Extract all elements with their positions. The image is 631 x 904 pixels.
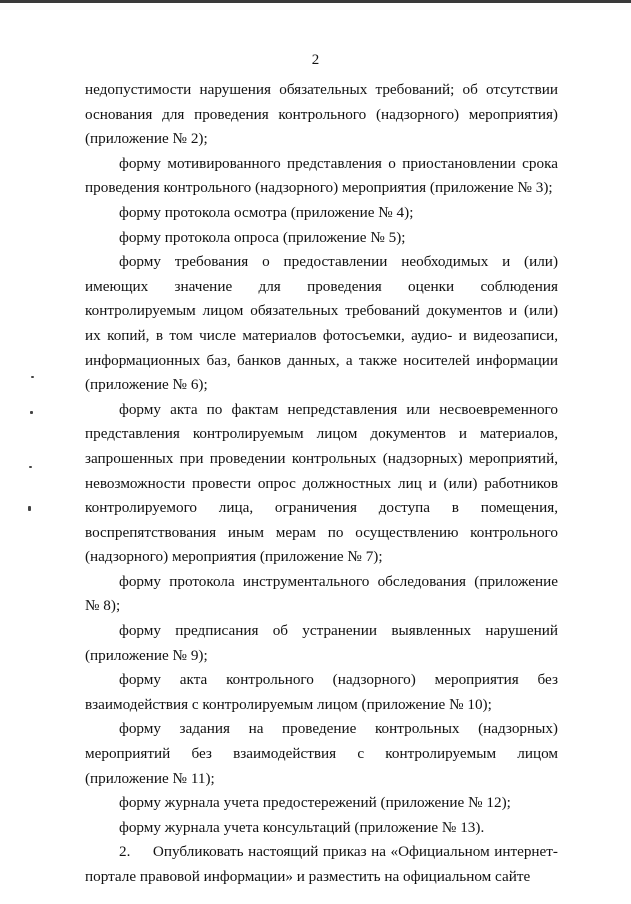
scan-speck — [31, 376, 34, 378]
paragraph-form-item: форму протокола осмотра (приложение № 4); — [119, 203, 414, 221]
paragraph-form-item: форму протокола инструментального обследования (приложение № 8); — [85, 572, 558, 615]
paragraph-form-item: форму предписания об устранении выявленных нарушений (приложение № 9); — [85, 622, 558, 664]
paragraph-numbered-item: 2. Опубликовать настоящий приказ на «Официальном интернет-портале правовой информации» и разместить на официальном сайте — [85, 843, 558, 885]
scan-top-edge — [0, 0, 631, 3]
paragraph-form-item: форму акта по фактам непредставления или несвоевременного представления контролируемым лицом документов и материалов, запрошенных при проведении контрольных (надзорных) мероприятий, невозможности провести опрос должностных лиц и (или) работников контролируемого лица, ограничения доступа в помещения, воспрепятствования иным мерам по осуществлению контрольного (надзорного) мероприятия (приложение № 7); — [85, 400, 558, 566]
scan-speck — [30, 411, 33, 414]
paragraph-form-item: форму журнала учета предостережений (приложение № 12); — [119, 794, 511, 812]
paragraph-form-item: форму задания на проведение контрольных (надзорных) мероприятий без взаимодействия с контролируемым лицом (приложение № 11); — [85, 720, 558, 787]
scan-speck — [29, 466, 32, 468]
paragraph-form-item: форму мотивированного представления о приостановлении срока проведения контрольного (надзорного) мероприятия (приложение № 3); — [85, 154, 558, 197]
page-number: 2 — [311, 52, 320, 68]
paragraph-form-item: форму протокола опроса (приложение № 5); — [119, 228, 406, 246]
scan-speck — [28, 506, 31, 511]
paragraph-continuation: недопустимости нарушения обязательных требований; об отсутствии основания для проведения контрольного (надзорного) мероприятия) (приложение № 2); — [85, 81, 558, 148]
paragraph-form-item: форму требования о предоставлении необходимых и (или) имеющих значение для проведения оценки соблюдения контролируемым лицом обязательных требований документов и (или) их копий, в том числе материалов фотосъемки, аудио- и видеозаписи, информационных баз, банков данных, а также носителей информации (приложение № 6); — [85, 253, 558, 394]
document-body — [85, 78, 558, 890]
paragraph-form-item: форму акта контрольного (надзорного) мероприятия без взаимодействия с контролируемым лицом (приложение № 10); — [85, 671, 558, 713]
paragraph-form-item: форму журнала учета консультаций (приложение № 13). — [119, 818, 485, 836]
